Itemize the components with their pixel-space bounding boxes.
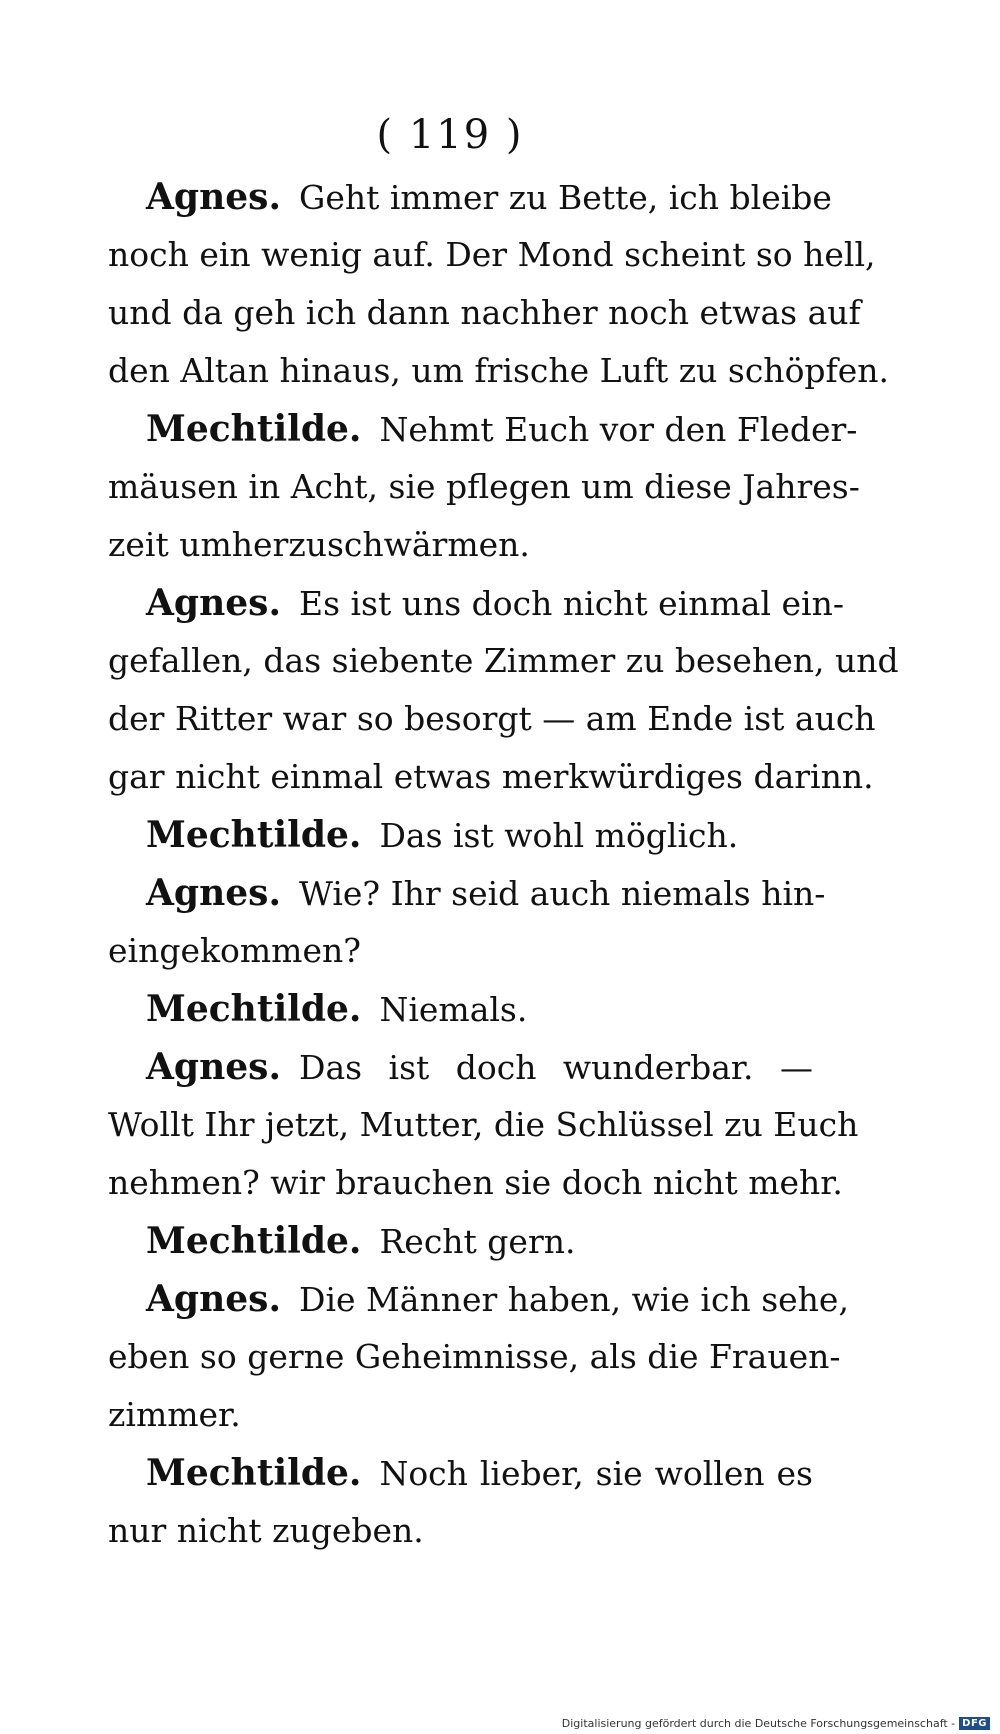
line-text: nur nicht zugeben.	[108, 1511, 424, 1550]
line-text: Geht immer zu Bette, ich bleibe	[298, 178, 832, 217]
dialogue-line	[108, 632, 899, 690]
speaker-name: Agnes.	[146, 872, 281, 914]
speaker-name: Mechtilde.	[146, 1220, 362, 1262]
dialogue-line-speaker	[108, 864, 826, 922]
speaker-name: Mechtilde.	[146, 408, 362, 450]
speaker-name: Mechtilde.	[146, 988, 362, 1030]
line-text: Nehmt Euch vor den Fleder-	[379, 410, 858, 449]
speaker-name: Mechtilde.	[146, 814, 362, 856]
dialogue-line	[108, 1154, 843, 1212]
line-text: Die Männer haben, wie ich sehe,	[298, 1280, 849, 1319]
speaker-name: Agnes.	[146, 176, 281, 218]
line-text: zeit umherzuschwärmen.	[108, 525, 530, 564]
dialogue-line-speaker	[108, 1212, 813, 1270]
dialogue-line	[108, 1386, 813, 1444]
dialogue-line-speaker	[108, 980, 813, 1038]
dialogue-line-speaker	[108, 806, 813, 864]
dialogue-line-speaker	[108, 400, 858, 458]
line-text: der Ritter war so besorgt — am Ende ist auch	[108, 699, 876, 738]
dialogue-line	[108, 1502, 813, 1560]
dialogue-line	[108, 458, 860, 516]
speaker-name: Agnes.	[146, 582, 281, 624]
line-text: Wollt Ihr jetzt, Mutter, die Schlüssel zu Euch	[108, 1105, 859, 1144]
dialogue-line	[108, 1328, 841, 1386]
line-text: Niemals.	[379, 990, 528, 1029]
line-text: den Altan hinaus, um frische Luft zu schöpfen.	[108, 351, 890, 390]
line-text: eben so gerne Geheimnisse, als die Frauen-	[108, 1337, 841, 1376]
dialogue-line-speaker	[108, 1270, 849, 1328]
speaker-name: Agnes.	[146, 1046, 281, 1088]
line-text: gar nicht einmal etwas merkwürdiges darinn.	[108, 757, 874, 796]
dialogue-line-speaker	[108, 1038, 813, 1096]
line-text: Das ist doch wunderbar. —	[298, 1048, 813, 1087]
dialogue-line-speaker	[108, 168, 832, 226]
line-text: zimmer.	[108, 1395, 241, 1434]
speaker-name: Mechtilde.	[146, 1452, 362, 1494]
line-text: Es ist uns doch nicht einmal ein-	[298, 584, 845, 623]
dialogue-line	[108, 226, 876, 284]
dialogue-line	[108, 1096, 859, 1154]
dialogue-line	[108, 516, 813, 574]
speaker-name: Agnes.	[146, 1278, 281, 1320]
line-text: mäusen in Acht, sie pflegen um diese Jahres-	[108, 467, 860, 506]
dialogue-text	[108, 168, 899, 1560]
line-text: nehmen? wir brauchen sie doch nicht mehr.	[108, 1163, 843, 1202]
line-text: eingekommen?	[108, 931, 361, 970]
dialogue-line	[108, 284, 861, 342]
dialogue-line-speaker	[108, 1444, 813, 1502]
line-text: Wie? Ihr seid auch niemals hin-	[298, 874, 826, 913]
page-number: ( 119 )	[376, 112, 524, 158]
line-text: Das ist wohl möglich.	[379, 816, 739, 855]
dfg-logo-icon: DFG	[959, 1717, 990, 1730]
dialogue-line	[108, 342, 890, 400]
dialogue-line-speaker	[108, 574, 845, 632]
digitization-footer	[562, 1717, 990, 1730]
line-text: noch ein wenig auf. Der Mond scheint so hell,	[108, 235, 876, 274]
dialogue-line	[108, 690, 876, 748]
line-text: Recht gern.	[379, 1222, 576, 1261]
line-text: Noch lieber, sie wollen es	[379, 1454, 813, 1493]
line-text: und da geh ich dann nachher noch etwas auf	[108, 293, 861, 332]
line-text: gefallen, das siebente Zimmer zu besehen, und	[108, 641, 899, 680]
footer-credit-text: Digitalisierung gefördert durch die Deutsche Forschungsgemeinschaft -	[561, 1717, 956, 1730]
dialogue-line	[108, 922, 813, 980]
dialogue-line	[108, 748, 874, 806]
